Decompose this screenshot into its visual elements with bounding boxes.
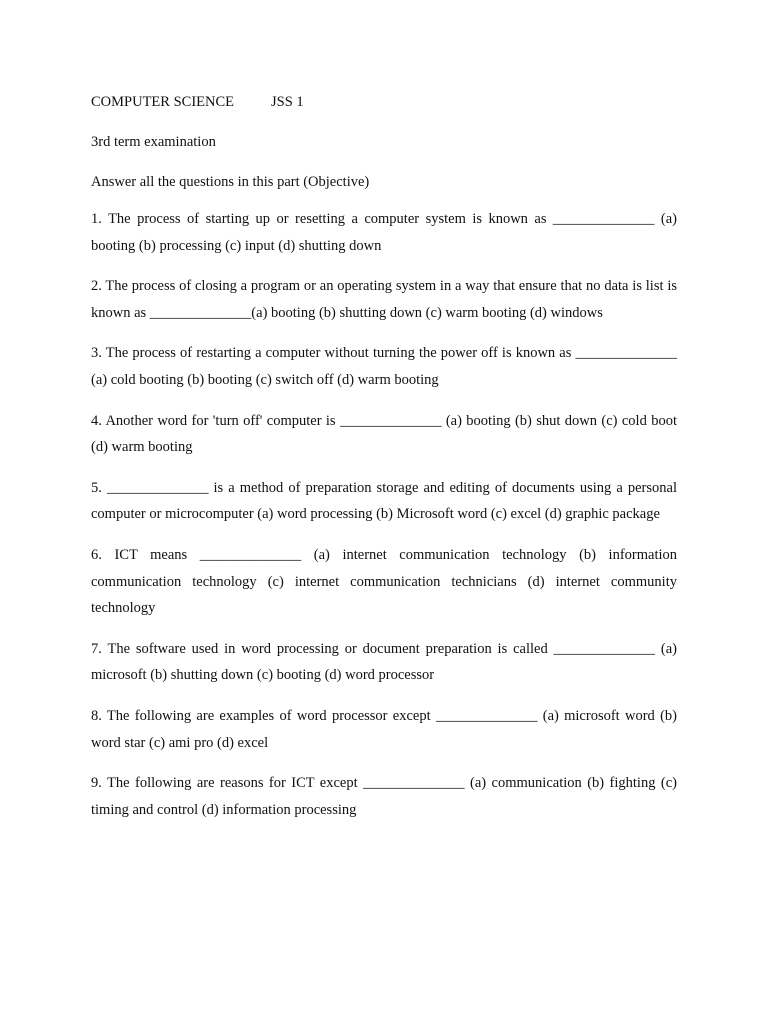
exam-header — [91, 92, 677, 112]
term-title: 3rd term examination — [91, 134, 216, 150]
question-3: 3. The process of restarting a computer without turning the power off is known as ______________ (a) cold booting (b) booting (c) switch off (d) warm booting — [91, 345, 677, 388]
question-9: 9. The following are reasons for ICT except ______________ (a) communication (b) fighting (c) timing and control (d) information processing — [91, 775, 677, 818]
question-2: 2. The process of closing a program or an operating system in a way that ensure that no data is list is known as ______________(a) booting (b) shutting down (c) warm booting (d) windows — [91, 278, 677, 321]
question-5: 5. ______________ is a method of preparation storage and editing of documents using a personal computer or microcomputer (a) word processing (b) Microsoft word (c) excel (d) graphic package — [91, 479, 677, 523]
exam-page — [91, 92, 677, 823]
question-8: 8. The following are examples of word processor except ______________ (a) microsoft word (b) word star (c) ami pro (d) excel — [91, 707, 677, 751]
instructions: Answer all the questions in this part (Objective) — [91, 174, 370, 190]
question-6: 6. ICT means ______________ (a) internet communication technology (b) information communication technology (c) internet communication technicians (d) internet community technology — [91, 546, 677, 617]
class-level: JSS 1 — [271, 94, 304, 110]
subject-title: COMPUTER SCIENCE — [91, 94, 235, 110]
question-1: 1. The process of starting up or resetting a computer system is known as ______________ (a) booting (b) processing (c) input (d) shutting down — [91, 211, 677, 254]
question-4: 4. Another word for 'turn off' computer is ______________ (a) booting (b) shut down (c) cold boot (d) warm booting — [91, 412, 677, 456]
question-7: 7. The software used in word processing or document preparation is called ______________ (a) microsoft (b) shutting down (c) booting (d) word processor — [91, 640, 677, 684]
